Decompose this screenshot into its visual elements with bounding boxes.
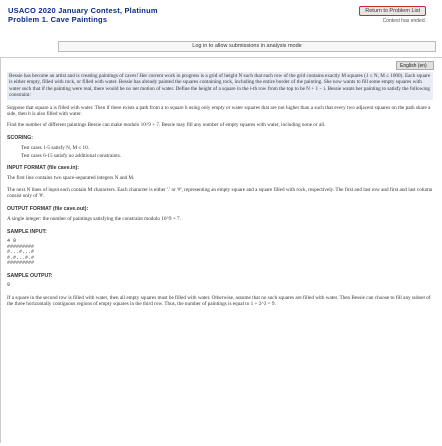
problem-statement-panel xyxy=(0,57,442,443)
problem-statement xyxy=(7,72,433,313)
statement-paragraph: The next N lines of input each contain M characters. Each character is either '.' or '#', representing an empty square and a square filled with rock, respectively. The first and last row and first and last column consist only of '#'. xyxy=(7,186,433,200)
login-banner[interactable]: Log in to allow submissions in analysis mode xyxy=(58,41,436,52)
sample-output-block: 9 xyxy=(7,282,11,289)
list-item: Test cases 6-15 satisfy no additional constraints. xyxy=(21,152,122,159)
scoring-heading: SCORING: xyxy=(7,134,33,141)
contest-title: USACO 2020 January Contest, Platinum xyxy=(8,6,158,15)
sample-explanation: If a square in the second row is filled with water, then all empty squares must be filled with water. Otherwise, assume that no such squares are filled with water. Then Bessie can choose to fill any subset of the three horizontally contiguous regions of empty squares in the third row. Thus, the number of paintings is equal to 1 + 2^3 = 9. xyxy=(7,294,431,308)
language-select[interactable]: English (en) xyxy=(396,61,434,70)
statement-paragraph: The first line contains two space-separated integers N and M. xyxy=(7,175,135,182)
statement-paragraph: A single integer: the number of paintings satisfying the constraint modulo 10^9 + 7. xyxy=(7,216,181,223)
input-format-heading: INPUT FORMAT (file cave.in): xyxy=(7,165,79,172)
scoring-list xyxy=(21,145,433,159)
output-format-heading: OUTPUT FORMAT (file cave.out): xyxy=(7,205,89,212)
sample-input-heading: SAMPLE INPUT: xyxy=(7,228,47,235)
list-item: Test cases 1-5 satisfy N, M ≤ 10. xyxy=(21,145,90,152)
problem-title: Problem 1. Cave Paintings xyxy=(8,15,108,24)
sample-output-heading: SAMPLE OUTPUT: xyxy=(7,272,53,279)
return-to-problem-list-button[interactable]: Return to Problem List xyxy=(359,6,426,16)
contest-status-text: Contest has ended. xyxy=(382,18,426,24)
statement-paragraph: Suppose that square a is filled with water. Then if there exists a path from a to square b using only empty or water squares that are not higher than a such that every two adjacent squares on the path share a side, then b is also filled with water. xyxy=(7,104,431,118)
statement-paragraph: Find the number of different paintings Bessie can make modulo 10^9 + 7. Bessie may fill any number of empty squares with water, including none or all. xyxy=(7,122,326,129)
sample-input-block: 4 9 ######### #...#...# #.#...#.# ######### xyxy=(7,237,35,267)
statement-paragraph: Bessie has become an artist and is creating paintings of caves! Her current work in progress is a grid of height N such that each row of the grid contains exactly M squares (1 ≤ N, M ≤ 1000). Each square is either empty, filled with rock, or filled with water. Bessie has already painted the squares containing rock, including the entire border of the painting. She now wants to fill some empty squares with water such that if the painting were real, there would be no net motion of water. Define the height of a square in the i-th row from the top to be N + 1 − i. Bessie wants her painting to satisfy the following constraint: xyxy=(7,72,433,100)
